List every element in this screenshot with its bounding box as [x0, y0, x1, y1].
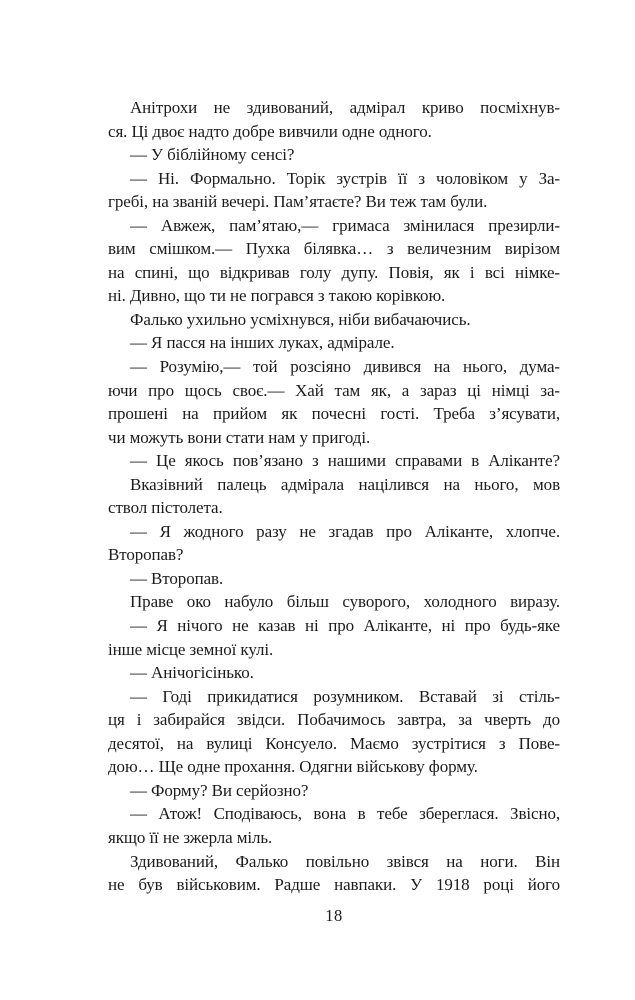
- text-line: вим смішком.— Пухка білявка… з величезним вирізом: [108, 239, 560, 259]
- text-line: ся. Ці двоє надто добре вивчили одне одного.: [108, 121, 432, 141]
- text-line: не був військовим. Радше навпаки. У 1918 році його: [108, 875, 560, 895]
- text-line: ючи про щось своє.— Хай там як, а зараз ці німці за-: [108, 380, 560, 400]
- text-line: — Авжеж, пам’ятаю,— гримаса змінилася презирли-: [130, 215, 560, 235]
- text-line: — Я нічого не казав ні про Аліканте, ні про будь-яке: [130, 616, 560, 636]
- text-line: якщо її не зжерла міль.: [108, 827, 273, 847]
- text-line: — Анічогісінько.: [130, 663, 254, 683]
- text-line: — У біблійному сенсі?: [130, 145, 295, 165]
- text-line: інше місце земної кулі.: [108, 639, 274, 659]
- text-line: десятої, на вулиці Консуело. Маємо зустрітися з Пове-: [108, 733, 560, 753]
- text-line: дою… Ще одне прохання. Одягни військову форму.: [108, 757, 478, 777]
- text-line: ні. Дивно, що ти не погрався з такою корівкою.: [108, 286, 446, 306]
- text-line: ствол пістолета.: [108, 498, 223, 518]
- text-line: прошені на прийом як почесні гості. Треба з’ясувати,: [108, 404, 560, 424]
- text-line: — Розумію,— той розсіяно дивився на нього, дума-: [130, 357, 560, 377]
- text-line: — Ні. Формально. Торік зустрів її з чоловіком у За-: [130, 168, 560, 188]
- text-line: Анітрохи не здивований, адмірал криво посміхнув-: [130, 98, 560, 117]
- text-line: Здивований, Фалько повільно звівся на ноги. Він: [130, 851, 560, 871]
- text-line: Второпав?: [108, 545, 184, 565]
- text-line: гребі, на званій вечері. Пам’ятаєте? Ви теж там були.: [108, 192, 488, 212]
- text-line: Вказівний палець адмірала націлився на нього, мов: [130, 474, 560, 494]
- text-line: — Форму? Ви серйозно?: [130, 780, 309, 800]
- text-line: чи можуть вони стати нам у пригоді.: [108, 427, 371, 447]
- text-line: — Я пасся на інших луках, адмірале.: [130, 333, 395, 353]
- text-line: Праве око набуло більш суворого, холодного виразу.: [130, 592, 560, 612]
- page-text: [108, 96, 560, 897]
- text-line: — Второпав.: [130, 568, 224, 588]
- text-line: — Я жодного разу не згадав про Аліканте, хлопче.: [130, 521, 560, 541]
- text-line: — Це якось пов’язано з нашими справами в Аліканте?: [130, 451, 560, 471]
- text-line: Фалько ухильно усміхнувся, ніби вибачаючись.: [130, 309, 471, 329]
- text-line: — Атож! Сподіваюсь, вона в тебе збереглася. Звісно,: [130, 804, 560, 824]
- text-line: на спині, що відкривав голу дупу. Повія, як і всі німке-: [108, 262, 560, 282]
- text-line: — Годі прикидатися розумником. Вставай зі стіль-: [130, 686, 560, 706]
- text-line: ця і забирайся звідси. Побачимось завтра, за чверть до: [108, 710, 560, 730]
- page-number: 18: [325, 906, 343, 925]
